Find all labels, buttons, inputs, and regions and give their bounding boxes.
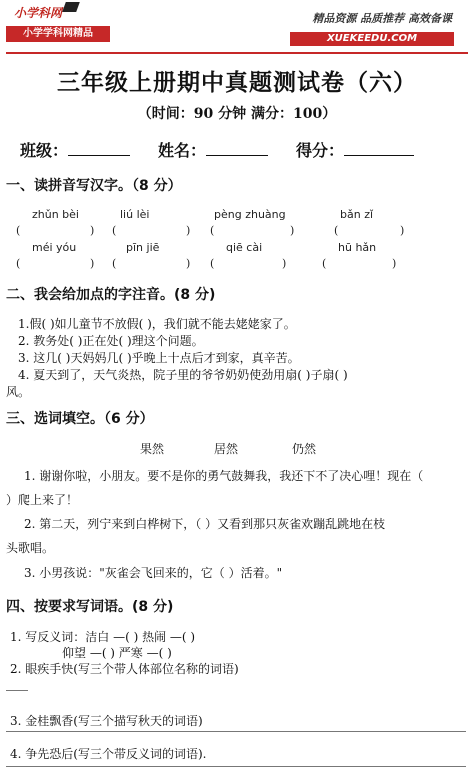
word-choice-2: 居然 [214, 442, 239, 456]
header-divider [6, 52, 468, 54]
question-line: 3. 这几( )天妈妈几( )乎晚上十点后才到家，真辛苦。 [18, 351, 300, 365]
pinyin-7: qiē cài [226, 241, 263, 254]
score-field[interactable] [296, 138, 414, 161]
answer-blank[interactable]: ( [334, 224, 339, 237]
pinyin-1: zhǔn bèi [32, 208, 79, 221]
pinyin-6: pīn jiē [126, 241, 160, 254]
section-2-heading: 二、我会给加点的字注音。(8 分) [6, 287, 216, 303]
answer-blank[interactable]: ( [16, 257, 21, 270]
question-line: 3. 金桂飘香(写三个描写秋天的词语) [10, 714, 203, 728]
answer-blank[interactable]: ( [112, 257, 117, 270]
site-url: XUEKEEDU.COM [290, 32, 454, 46]
question-line: 2. 教务处( )正在处( )理这个问题。 [18, 334, 204, 348]
name-label: 姓名： [158, 141, 207, 160]
logo-text: 小学科网 [14, 6, 63, 20]
logo [6, 4, 110, 46]
class-blank[interactable] [68, 141, 130, 156]
pinyin-3: pèng zhuàng [214, 208, 286, 221]
question-line: 2. 眼疾手快(写三个带人体部位名称的词语) [10, 662, 239, 676]
question-line: 2. 第二天，列宁来到白桦树下，（ ）又看到那只灰雀欢蹦乱跳地在枝 [24, 517, 386, 531]
word-choice-3: 仍然 [292, 442, 317, 456]
question-line: 1. 写反义词：洁白 —( ) 热闹 —( ) [10, 630, 196, 644]
answer-blank[interactable]: ( [210, 224, 215, 237]
question-line: ）爬上来了！ [6, 493, 79, 507]
answer-blank[interactable]: ( [112, 224, 117, 237]
section-4-heading: 四、按要求写词语。(8 分) [6, 599, 174, 615]
question-line: 仰望 —( ) 严寒 —( ) [62, 646, 172, 660]
class-label: 班级： [20, 141, 69, 160]
question-line: 风。 [6, 385, 31, 399]
pinyin-4: bǎn zǐ [340, 208, 374, 221]
answer-blank[interactable]: ( [210, 257, 215, 270]
word-choice-1: 果然 [140, 442, 165, 456]
section-3-heading: 三、选词填空。（6 分） [6, 411, 154, 427]
answer-blank[interactable]: ( [16, 224, 21, 237]
pinyin-8: hū hǎn [338, 241, 377, 254]
question-line: 4. 争先恐后(写三个带反义词的词语). [10, 747, 207, 761]
graduation-cap-icon [62, 2, 80, 12]
pinyin-2: liú lèi [120, 208, 150, 221]
exam-info: （时间：90 分钟 满分：100） [137, 106, 337, 122]
answer-line[interactable] [6, 690, 28, 691]
score-label: 得分： [296, 141, 345, 160]
question-line: 3. 小男孩说："灰雀会飞回来的，它（ ）活着。" [24, 566, 283, 580]
name-field[interactable] [158, 138, 268, 161]
question-line: 1.假( )如儿童节不放假( )，我们就不能去姥姥家了。 [18, 317, 296, 331]
section-1-heading: 一、读拼音写汉字。（8 分） [6, 178, 182, 194]
question-line: 1. 谢谢你啦，小朋友。要不是你的勇气鼓舞我，我还下不了决心哩！现在（ [24, 469, 424, 483]
score-blank[interactable] [344, 141, 414, 156]
answer-line[interactable] [6, 731, 466, 732]
logo-band: 小学学科网精品 [6, 26, 110, 42]
page-title: 三年级上册期中真题测试卷（六） [57, 70, 417, 96]
question-line: 4. 夏天到了，天气炎热，院子里的爷爷奶奶使劲用扇( )子扇( ) [18, 368, 348, 382]
pinyin-5: méi yóu [32, 241, 77, 254]
slogan: 精品资源 品质推荐 高效备课 [312, 12, 452, 25]
answer-line[interactable] [6, 766, 466, 767]
name-blank[interactable] [206, 141, 268, 156]
class-field[interactable] [20, 138, 130, 161]
answer-blank[interactable]: ( [322, 257, 327, 270]
question-line: 头歌唱。 [6, 541, 55, 555]
